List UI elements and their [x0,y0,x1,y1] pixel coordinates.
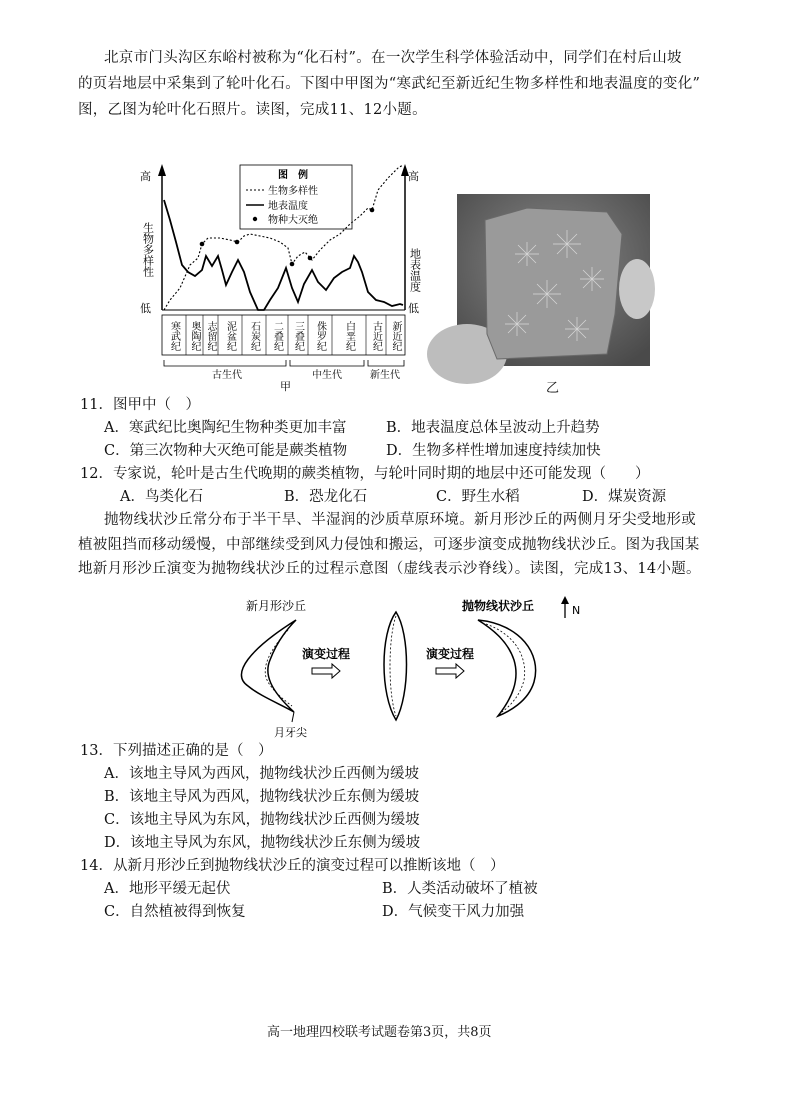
q12-option-c: C．野生水稻 [436,489,520,505]
right-axis-label: 地表温度 [408,248,422,292]
intro1-line-3: 图，乙图为轮叶化石照片。读图，完成11、12小题。 [78,102,427,118]
era-mesozoic: 中生代 [312,370,342,381]
era-cenozoic: 新生代 [370,370,400,381]
period-carboniferous: 石炭纪 [248,321,260,351]
q13-option-c: C．该地主导风为东风，抛物线状沙丘西侧为缓坡 [104,812,420,828]
q11-option-c: C．第三次物种大灭绝可能是蕨类植物 [104,443,348,459]
q11-stem: 11．图甲中（ ） [80,397,200,413]
q14-stem: 14．从新月形沙丘到抛物线状沙丘的演变过程可以推断该地（ ） [80,858,505,874]
q13-stem: 13．下列描述正确的是（ ） [80,743,273,759]
intro1-line-2: 的页岩地层中采集到了轮叶化石。下图中甲图为“寒武纪至新近纪生物多样性和地表温度的变化” [78,76,701,92]
label-process-2: 演变过程 [426,647,475,661]
left-low-label: 低 [140,302,151,315]
period-cretaceous: 白垩纪 [343,321,355,351]
intro2-line-1: 抛物线状沙丘常分布于半干旱、半湿润的沙质草原环境。新月形沙丘的两侧月牙尖受地形或 [104,512,696,528]
period-devonian: 泥盆纪 [224,321,236,351]
q12-option-b: B．恐龙化石 [284,489,368,505]
legend-item-diversity: 生物多样性 [268,186,318,197]
q13-option-b: B．该地主导风为西风，抛物线状沙丘东侧为缓坡 [104,789,420,805]
label-horn: 月牙尖 [274,726,307,739]
period-neogene: 新近纪 [390,321,401,351]
q14-option-a: A．地形平缓无起伏 [104,881,231,897]
right-high-label: 高 [408,170,419,183]
period-table [162,315,405,355]
period-paleogene: 古近纪 [370,321,382,351]
figure-yi-caption: 乙 [546,381,560,396]
intro2-line-2: 植被阻挡而移动缓慢，中部继续受到风力侵蚀和搬运，可逐步演变成抛物线状沙丘。图为我国某 [78,537,700,553]
period-silurian: 志留纪 [205,321,216,351]
q14-option-b: B．人类活动破坏了植被 [382,881,538,897]
q11-option-b: B．地表温度总体呈波动上升趋势 [386,420,600,436]
left-high-label: 高 [140,170,151,183]
q13-option-a: A．该地主导风为西风，抛物线状沙丘西侧为缓坡 [104,766,419,782]
fossil-photo [457,194,650,366]
north-label: N [572,604,581,617]
right-low-label: 低 [408,302,419,315]
legend-title: 图 例 [278,170,308,181]
figure-jia-chart [140,160,420,392]
q11-option-d: D．生物多样性增加速度持续加快 [386,443,601,459]
legend-item-temperature: 地表温度 [268,201,308,212]
label-parabolic-dune: 抛物线状沙丘 [462,599,535,613]
intro-paragraph-1 [104,46,784,70]
q14-option-d: D．气候变干风力加强 [382,904,525,920]
label-process-1: 演变过程 [302,647,351,661]
page-footer: 高一地理四校联考试题卷第3页，共8页 [267,1025,492,1040]
q11-option-a: A．寒武纪比奥陶纪生物种类更加丰富 [104,420,347,436]
q12-stem: 12．专家说，轮叶是古生代晚期的蕨类植物，与轮叶同时期的地层中还可能发现（ ） [80,466,650,482]
intro2-line-3: 地新月形沙丘演变为抛物线状沙丘的过程示意图（虚线表示沙脊线）。读图，完成13、14小题。 [78,561,701,577]
intro1-line-1: 北京市门头沟区东峪村被称为“化石村”。在一次学生科学体验活动中，同学们在村后山坡 [104,50,682,66]
era-paleozoic: 古生代 [212,370,242,381]
period-triassic: 三叠纪 [292,321,304,351]
legend-item-extinction: 物种大灭绝 [268,215,318,226]
label-crescent-dune: 新月形沙丘 [246,599,307,613]
period-ordovician: 奥陶纪 [189,321,200,351]
q12-option-d: D．煤炭资源 [582,489,667,505]
period-cambrian: 寒武纪 [168,321,180,351]
period-permian: 二叠纪 [271,321,283,351]
figure-jia-caption: 甲 [280,380,291,393]
left-axis-label: 生物多样性 [141,222,155,277]
q12-option-a: A．鸟类化石 [120,489,203,505]
q13-option-d: D．该地主导风为东风，抛物线状沙丘东侧为缓坡 [104,835,421,851]
period-jurassic: 侏罗纪 [314,321,326,351]
dune-evolution-figure [230,594,590,744]
q14-option-c: C．自然植被得到恢复 [104,904,246,920]
